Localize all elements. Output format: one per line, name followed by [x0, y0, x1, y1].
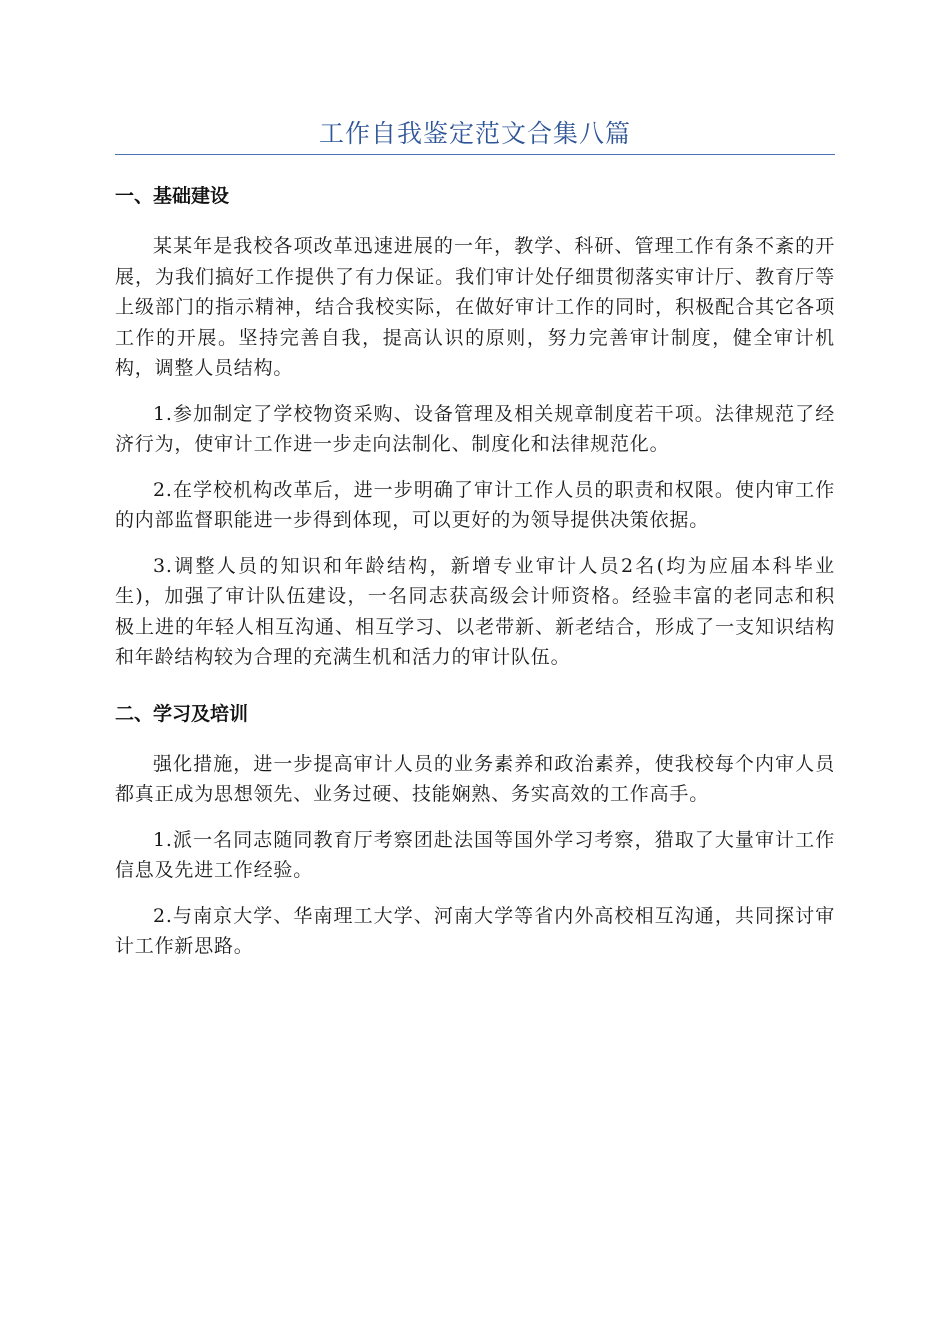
- paragraph: 强化措施，进一步提高审计人员的业务素养和政治素养，使我校每个内审人员都真正成为思想领先、业务过硬、技能娴熟、务实高效的工作高手。: [115, 752, 835, 805]
- paragraph: 2.与南京大学、华南理工大学、河南大学等省内外高校相互沟通，共同探讨审计工作新思路。: [115, 904, 835, 957]
- paragraph: 3.调整人员的知识和年龄结构，新增专业审计人员2名(均为应届本科毕业生)，加强了审计队伍建设，一名同志获高级会计师资格。经验丰富的老同志和积极上进的年轻人相互沟通、相互学习、以老带新、新老结合，形成了一支知识结构和年龄结构较为合理的充满生机和活力的审计队伍。: [115, 554, 835, 668]
- paragraph: 1.派一名同志随同教育厅考察团赴法国等国外学习考察，猎取了大量审计工作信息及先进工作经验。: [115, 828, 835, 881]
- paragraph: 2.在学校机构改革后，进一步明确了审计工作人员的职责和权限。使内审工作的内部监督职能进一步得到体现，可以更好的为领导提供决策依据。: [115, 478, 835, 531]
- section-heading: 二、学习及培训: [115, 702, 249, 725]
- section-study-training: [115, 697, 835, 962]
- section-basic-construction: [115, 179, 835, 673]
- document-title: 工作自我鉴定范文合集八篇: [318, 119, 631, 148]
- paragraph: 某某年是我校各项改革迅速进展的一年，教学、科研、管理工作有条不紊的开展，为我们搞好工作提供了有力保证。我们审计处仔细贯彻落实审计厅、教育厅等上级部门的指示精神，结合我校实际，在做好审计工作的同时，积极配合其它各项工作的开展。坚持完善自我，提高认识的原则，努力完善审计制度，健全审计机构，调整人员结构。: [115, 235, 835, 379]
- document-page: [115, 112, 835, 962]
- section-heading: 一、基础建设: [115, 185, 230, 207]
- paragraph: 1.参加制定了学校物资采购、设备管理及相关规章制度若干项。法律规范了经济行为，使审计工作进一步走向法制化、制度化和法律规范化。: [115, 402, 835, 455]
